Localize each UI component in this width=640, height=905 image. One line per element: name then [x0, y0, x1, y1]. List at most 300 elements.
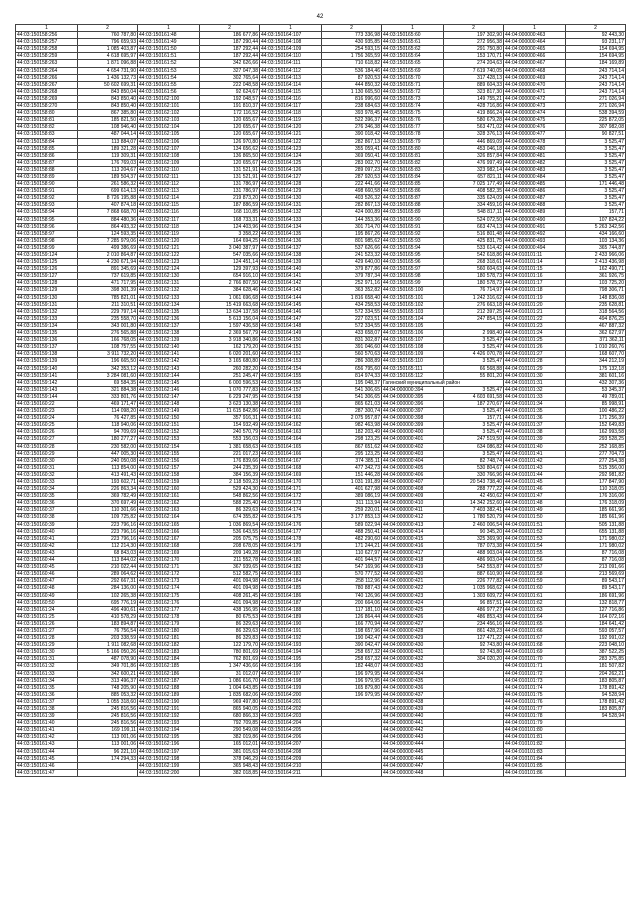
cadastral-value-cell: 165 012,01	[200, 741, 260, 748]
cadastral-value-cell: 384 156,39	[200, 471, 260, 478]
cadastral-number-cell: 44:03:150162:172	[138, 571, 200, 578]
cadastral-number-cell: 44:03:150158:99	[16, 244, 78, 251]
table-row	[16, 564, 626, 571]
cadastral-value-cell: 110 318,05	[566, 486, 626, 493]
cadastral-number-cell: 44:03:150164:131	[260, 202, 322, 209]
cadastral-value-cell: 286 308,89	[322, 358, 382, 365]
cadastral-number-cell: 44:04:000000:485	[504, 181, 566, 188]
cadastral-value-cell: 134 656,62	[200, 145, 260, 152]
cadastral-value-cell: 118 940,06	[78, 422, 138, 429]
cadastral-number-cell: 44:04:000000:419	[382, 564, 444, 571]
cadastral-number-cell: 44:04:000000:400	[382, 429, 444, 436]
cadastral-number-cell: 44:03:150161:47	[16, 769, 78, 776]
cadastral-value-cell: 357 916,31	[200, 415, 260, 422]
cadastral-value-cell: 213 091,66	[566, 564, 626, 571]
cadastral-value-cell	[444, 691, 504, 698]
cadastral-number-cell: 44:04:000000:477	[504, 131, 566, 138]
cadastral-number-cell: 44:03:150161:33	[16, 670, 78, 677]
cadastral-number-cell: 44:03:150165:85	[382, 181, 444, 188]
cadastral-number-cell: 44:03:150165:91	[382, 223, 444, 230]
cadastral-value-cell	[444, 755, 504, 762]
cadastral-number-cell: 44:04:000000:443	[382, 734, 444, 741]
cadastral-value-cell: 3 284 081,60	[78, 372, 138, 379]
cadastral-number-cell: 44:04:000000:399	[382, 422, 444, 429]
table-row	[16, 330, 626, 337]
cadastral-value-cell: 131 521,91	[200, 173, 260, 180]
cadastral-value-cell: 3 525,47	[566, 173, 626, 180]
cadastral-value-cell: 327 047,38	[200, 67, 260, 74]
cadastral-number-cell: 44:03:150164:206	[260, 734, 322, 741]
cadastral-number-cell: 44:04:010101:65	[504, 620, 566, 627]
cadastral-number-cell: 44:03:150158:256	[16, 32, 78, 39]
cadastral-value-cell: 2 118 509,23	[200, 479, 260, 486]
cadastral-number-cell: 44:03:150162:195	[138, 734, 200, 741]
cadastral-value-cell: 3 911 732,20	[78, 351, 138, 358]
table-row	[16, 202, 626, 209]
cadastral-number-cell: 44:03:150161:44	[16, 748, 78, 755]
cadastral-value-cell: 120 655,67	[200, 124, 260, 131]
cadastral-value-cell: 344 212,19	[566, 358, 626, 365]
cadastral-value-cell: 166 768,05	[78, 337, 138, 344]
cadastral-number-cell: 44:03:150162:121	[138, 244, 200, 251]
cadastral-number-cell: 44:03:150164:112	[260, 67, 322, 74]
cadastral-value-cell: 127 716,86	[566, 606, 626, 613]
cadastral-number-cell: 44:03:150164:179	[260, 542, 322, 549]
cadastral-value-cell: 499 386,69	[78, 244, 138, 251]
cadastral-number-cell: 44:04:010101:72	[504, 670, 566, 677]
cadastral-number-cell: 44:03:150161:51	[138, 53, 200, 60]
cadastral-number-cell: 44:03:150161:55	[138, 81, 200, 88]
cadastral-number-cell: 44:03:150158:269	[16, 95, 78, 102]
cadastral-value-cell: 223 796,16	[78, 521, 138, 528]
cadastral-number-cell: 44:04:000000:467	[504, 60, 566, 67]
cadastral-number-cell: 44:03:150162:137	[138, 322, 200, 329]
cadastral-value-cell: 5 166 050,26	[78, 649, 138, 656]
cadastral-number-cell: 44:04:000000:403	[382, 450, 444, 457]
cadastral-value-cell: 467 887,32	[566, 322, 626, 329]
cadastral-value-cell: 171 256,39	[566, 415, 626, 422]
cadastral-value-cell: 3 525,47	[444, 344, 504, 351]
cadastral-value-cell: 3 040 387,97	[200, 244, 260, 251]
cadastral-number-cell: 44:03:150162:101	[138, 103, 200, 110]
cadastral-value-cell: 15 419 663,68	[200, 301, 260, 308]
cadastral-number-cell: 44:04:000000:474	[504, 110, 566, 117]
cadastral-value-cell: 430 935,85	[322, 39, 382, 46]
cadastral-number-cell: 44:04:000000:441	[382, 720, 444, 727]
table-row	[16, 557, 626, 564]
cadastral-number-cell: 44:03:150162:146	[138, 386, 200, 393]
cadastral-number-cell: 44:03:150164:177	[260, 528, 322, 535]
cadastral-number-cell: 44:04:010101:42	[504, 457, 566, 464]
cadastral-number-cell: 44:03:150164:202	[260, 706, 322, 713]
cadastral-number-cell: 44:04:000000:444	[382, 741, 444, 748]
cadastral-number-cell: 44:04:010101:59	[504, 578, 566, 585]
cadastral-value-cell: 80 675,53	[200, 613, 260, 620]
cadastral-number-cell: 44:03:150162:186	[138, 670, 200, 677]
cadastral-value-cell: 580 679,28	[444, 117, 504, 124]
cadastral-number-cell: 44:03:150164:170	[260, 479, 322, 486]
table-row	[16, 386, 626, 393]
cadastral-number-cell: 44:03:150161:25	[16, 613, 78, 620]
cadastral-number-cell: 44:03:150162:110	[138, 166, 200, 173]
cadastral-value-cell: 271 026,94	[566, 103, 626, 110]
cadastral-number-cell: 44:03:150164:205	[260, 727, 322, 734]
cadastral-number-cell: 44:03:150162:193	[138, 720, 200, 727]
cadastral-value-cell: 162 993,58	[566, 429, 626, 436]
cadastral-number-cell: 44:03:150164:160	[260, 408, 322, 415]
cadastral-number-cell: 44:03:150165:92	[382, 230, 444, 237]
cadastral-number-cell: 44:04:010101:84	[504, 755, 566, 762]
cadastral-value-cell	[322, 698, 382, 705]
cadastral-value-cell: 780 801,69	[200, 649, 260, 656]
cadastral-number-cell: 44:04:000000:448	[382, 769, 444, 776]
cadastral-number-cell: 44:03:150160:23	[16, 408, 78, 415]
cadastral-number-cell: 44:04:010101:80	[504, 727, 566, 734]
cadastral-number-cell: 44:03:150160:42	[16, 542, 78, 549]
cadastral-number-cell: 44:03:150162:160	[138, 486, 200, 493]
cadastral-value-cell: 553 156,03	[200, 436, 260, 443]
cadastral-value-cell: 3 525,47	[444, 408, 504, 415]
cadastral-number-cell: 44:03:150160:30	[16, 457, 78, 464]
cadastral-number-cell: 44:03:150164:136	[260, 237, 322, 244]
cadastral-value-cell: 154 694,95	[566, 53, 626, 60]
cadastral-number-cell: 44:04:010101:85	[504, 762, 566, 769]
cadastral-number-cell: 44:03:150160:22	[16, 400, 78, 407]
cadastral-number-cell: 44:03:150164:152	[260, 351, 322, 358]
cadastral-value-cell: 222 048,58	[200, 81, 260, 88]
cadastral-number-cell: 44:03:150162:114	[138, 195, 200, 202]
cadastral-value-cell: 798 306,71	[566, 287, 626, 294]
cadastral-value-cell: 446 869,09	[444, 138, 504, 145]
cadastral-value-cell: 198 657,96	[322, 627, 382, 634]
cadastral-number-cell: 44:03:150162:199	[138, 762, 200, 769]
cadastral-number-cell: 44:03:150164:116	[260, 95, 322, 102]
cadastral-number-cell: 44:04:010101:58	[504, 571, 566, 578]
table-row	[16, 88, 626, 95]
cadastral-value-cell: 235 558,70	[78, 315, 138, 322]
cadastral-number-cell: 44:03:150162:159	[138, 479, 200, 486]
cadastral-number-cell: 44:03:150164:158	[260, 393, 322, 400]
cadastral-value-cell	[444, 684, 504, 691]
table-row	[16, 635, 626, 642]
cadastral-value-cell: 487 078,90	[78, 656, 138, 663]
cadastral-number-cell: 44:04:000000:409	[382, 493, 444, 500]
table-row	[16, 53, 626, 60]
cadastral-value-cell: 122 179,70	[200, 642, 260, 649]
cadastral-value-cell: 92 743,80	[444, 649, 504, 656]
cadastral-value-cell: 787 073,38	[444, 542, 504, 549]
cadastral-number-cell: 44:04:000000:424	[382, 599, 444, 606]
cadastral-number-cell: 44:03:150165:94	[382, 244, 444, 251]
cadastral-value-cell: 171 244,21	[322, 542, 382, 549]
cadastral-value-cell: 1 871 096,88	[78, 60, 138, 67]
cadastral-value-cell: 171 980,02	[566, 535, 626, 542]
cadastral-number-cell: 44:03:150164:181	[260, 557, 322, 564]
cadastral-value-cell: 425 831,75	[444, 237, 504, 244]
cadastral-value-cell: 570 777,52	[322, 571, 382, 578]
cadastral-number-cell: 44:04:010101:63	[504, 606, 566, 613]
cadastral-value-cell: 171 980,02	[566, 542, 626, 549]
cadastral-value-cell: 1 780 520,79	[444, 514, 504, 521]
table-row	[16, 280, 626, 287]
cadastral-number-cell: 44:03:150158:266	[16, 74, 78, 81]
header-cell: 2	[444, 25, 504, 32]
cadastral-value-cell: 152 649,83	[566, 422, 626, 429]
cadastral-value-cell: 663 474,13	[444, 223, 504, 230]
cadastral-number-cell: 44:03:150162:180	[138, 627, 200, 634]
cadastral-number-cell: 44:03:150165:83	[382, 166, 444, 173]
cadastral-value-cell: 193 602,71	[78, 479, 138, 486]
cadastral-number-cell: 44:04:010101:35	[504, 408, 566, 415]
cadastral-number-cell: 44:03:150159:134	[16, 322, 78, 329]
cadastral-number-cell: 44:04:010101:18	[504, 287, 566, 294]
cadastral-value-cell: 283 375,85	[566, 656, 626, 663]
cadastral-value-cell: 176 316,06	[566, 493, 626, 500]
cadastral-number-cell: 44:03:150165:86	[382, 188, 444, 195]
cadastral-number-cell: 44:04:000000:468	[504, 67, 566, 74]
cadastral-number-cell: 44:04:010101:71	[504, 663, 566, 670]
cadastral-number-cell: 44:03:150162:197	[138, 748, 200, 755]
cadastral-value-cell	[444, 748, 504, 755]
cadastral-value-cell: 328 376,13	[444, 131, 504, 138]
table-row	[16, 110, 626, 117]
cadastral-value-cell: 469 171,47	[78, 400, 138, 407]
cadastral-value-cell: 268 318,61	[444, 259, 504, 266]
cadastral-value-cell: 213 569,69	[566, 571, 626, 578]
cadastral-number-cell: 44:03:150164:182	[260, 564, 322, 571]
cadastral-number-cell: 44:04:010101:64	[504, 613, 566, 620]
cadastral-value-cell: 204 262,21	[566, 670, 626, 677]
cadastral-value-cell: 969 497,80	[200, 698, 260, 705]
cadastral-number-cell: 44:03:150164:142	[260, 280, 322, 287]
cadastral-value-cell: 162 179,20	[200, 344, 260, 351]
cadastral-number-cell: 44:03:150160:38	[16, 514, 78, 521]
cadastral-value-cell: 317 428,13	[444, 74, 504, 81]
cadastral-number-cell: 44:04:010101:31	[504, 379, 566, 386]
cadastral-value-cell: 120 655,67	[200, 159, 260, 166]
cadastral-value-cell: 187 886,59	[200, 202, 260, 209]
cadastral-number-cell: 44:03:150164:132	[260, 209, 322, 216]
cadastral-number-cell: 44:03:150164:186	[260, 592, 322, 599]
cadastral-number-cell: 44:03:150158:86	[16, 152, 78, 159]
cadastral-value-cell: 408 582,35	[444, 188, 504, 195]
cadastral-number-cell: 44:03:150164:183	[260, 571, 322, 578]
table-row	[16, 408, 626, 415]
cadastral-number-cell: 44:04:010101:14	[504, 259, 566, 266]
cadastral-value-cell: 438 156,95	[200, 606, 260, 613]
cadastral-number-cell: 44:04:010101:56	[504, 557, 566, 564]
cadastral-value-cell: 200 664,06	[322, 599, 382, 606]
table-row	[16, 585, 626, 592]
cadastral-value-cell: 277 704,73	[566, 450, 626, 457]
cadastral-value-cell: 419 866,24	[444, 110, 504, 117]
cadastral-number-cell: 44:03:150164:118	[260, 110, 322, 117]
cadastral-value-cell: 349 701,86	[78, 663, 138, 670]
cadastral-number-cell: 44:03:150164:111	[260, 60, 322, 67]
cadastral-number-cell: 44:04:010101:47	[504, 493, 566, 500]
cadastral-number-cell: 44:03:150162:134	[138, 301, 200, 308]
table-body	[16, 32, 626, 777]
cadastral-number-cell: 44:03:150165:73	[382, 95, 444, 102]
table-row	[16, 152, 626, 159]
cadastral-value-cell: 548 862,56	[200, 493, 260, 500]
cadastral-number-cell: 44:04:000000:465	[504, 46, 566, 53]
cadastral-value-cell: 50 602 699,31	[78, 81, 138, 88]
cadastral-value-cell: 512 582,75	[200, 571, 260, 578]
cadastral-value-cell	[566, 769, 626, 776]
cadastral-value-cell: 244 235,39	[200, 464, 260, 471]
cadastral-number-cell: 44:04:010101:49	[504, 507, 566, 514]
table-row	[16, 443, 626, 450]
cadastral-number-cell: 44:03:150164:161	[260, 415, 322, 422]
cadastral-value-cell: 195 867,26	[322, 230, 382, 237]
cadastral-number-cell: 44:03:150162:155	[138, 450, 200, 457]
cadastral-value-cell: 276 346,38	[322, 124, 382, 131]
cadastral-number-cell: 44:03:150164:144	[260, 294, 322, 301]
table-row	[16, 46, 626, 53]
cadastral-number-cell: 44:04:000000:487	[504, 195, 566, 202]
cadastral-number-cell: 44:03:150161:24	[16, 606, 78, 613]
cadastral-value-cell: 1 597 436,58	[200, 322, 260, 329]
cadastral-value-cell: 295 123,25	[322, 450, 382, 457]
table-row	[16, 315, 626, 322]
cadastral-number-cell: 44:03:150164:203	[260, 713, 322, 720]
cadastral-value-cell: 144 353,36	[322, 216, 382, 223]
cadastral-number-cell: 44:03:150164:168	[260, 464, 322, 471]
cadastral-number-cell: 44:03:150162:106	[138, 138, 200, 145]
cadastral-value-cell: 113 884,07	[78, 138, 138, 145]
cadastral-number-cell: 44:03:150164:210	[260, 762, 322, 769]
cadastral-number-cell: 44:03:150164:162	[260, 422, 322, 429]
cadastral-number-cell: 44:04:000000:469	[504, 74, 566, 81]
cadastral-value-cell: 82 748,74	[444, 457, 504, 464]
cadastral-number-cell: 44:03:150164:187	[260, 599, 322, 606]
cadastral-number-cell: 44:04:010101:43	[504, 464, 566, 471]
cadastral-value-cell: 172 116,52	[200, 110, 260, 117]
cadastral-value-cell: 223 048,10	[566, 642, 626, 649]
cadastral-number-cell: 44:03:150165:65	[382, 60, 444, 67]
cadastral-value-cell: 254 593,15	[322, 46, 382, 53]
cadastral-value-cell: 196 979,95	[322, 677, 382, 684]
cadastral-number-cell: 44:03:150165:81	[382, 152, 444, 159]
table-row	[16, 734, 626, 741]
cadastral-value-cell: 7 403 382,41	[444, 507, 504, 514]
table-row	[16, 528, 626, 535]
cadastral-value-cell	[566, 720, 626, 727]
cadastral-value-cell: 226 863,34	[78, 486, 138, 493]
cadastral-value-cell: 429 640,00	[322, 259, 382, 266]
cadastral-value-cell: 165 879,80	[322, 684, 382, 691]
cadastral-number-cell: 44:03:150161:53	[138, 67, 200, 74]
cadastral-number-cell: 44:03:150165:102	[382, 301, 444, 308]
cadastral-number-cell: 44:04:010101:55	[504, 549, 566, 556]
cadastral-value-cell: 370 697,49	[78, 500, 138, 507]
cadastral-value-cell: 187 290,44	[200, 39, 260, 46]
table-row	[16, 755, 626, 762]
cadastral-number-cell: 44:04:010101:50	[504, 514, 566, 521]
header-cell: 1	[382, 25, 444, 32]
header-row	[16, 25, 626, 32]
cadastral-value-cell: 212 397,25	[444, 308, 504, 315]
cadastral-value-cell: 444 850,32	[322, 81, 382, 88]
table-row	[16, 358, 626, 365]
cadastral-number-cell: 44:03:150164:173	[260, 500, 322, 507]
cadastral-number-cell: 44:03:150161:36	[16, 691, 78, 698]
header-cell: 1	[138, 25, 200, 32]
cadastral-value-cell: 183 894,87	[78, 620, 138, 627]
cadastral-value-cell	[322, 762, 382, 769]
cadastral-number-cell: 44:03:150162:158	[138, 471, 200, 478]
cadastral-value-cell: 453 046,18	[444, 145, 504, 152]
cadastral-number-cell: 44:03:150161:48	[138, 32, 200, 39]
cadastral-number-cell: 44:04:010101:73	[504, 677, 566, 684]
table-row	[16, 713, 626, 720]
cadastral-number-cell: 44:03:150165:72	[382, 88, 444, 95]
header-cell: 1	[16, 25, 78, 32]
cadastral-value-cell: 7 285 979,06	[78, 237, 138, 244]
cadastral-value-cell: 2 075 957,87	[322, 415, 382, 422]
cadastral-value-cell: 94 528,94	[566, 713, 626, 720]
cadastral-number-cell: 44:03:150162:150	[138, 415, 200, 422]
cadastral-number-cell: 44:03:150162:198	[138, 755, 200, 762]
cadastral-value-cell	[566, 727, 626, 734]
cadastral-number-cell: 44:03:150164:135	[260, 230, 322, 237]
cadastral-value-cell: 334 459,16	[444, 202, 504, 209]
cadastral-number-cell: 44:04:000000:484	[504, 173, 566, 180]
cadastral-value-cell: 107 824,22	[566, 216, 626, 223]
cadastral-value-cell: 178 891,42	[566, 698, 626, 705]
cadastral-number-cell: 44:03:150164:174	[260, 507, 322, 514]
cadastral-value-cell: 240 050,08	[78, 457, 138, 464]
cadastral-number-cell: 44:03:150159:131	[16, 301, 78, 308]
cadastral-value-cell: 680 866,33	[200, 713, 260, 720]
cadastral-value-cell: 589 022,94	[322, 521, 382, 528]
cadastral-value-cell	[444, 727, 504, 734]
cadastral-value-cell: 355 059,41	[322, 145, 382, 152]
cadastral-number-cell: 44:03:150160:48	[16, 585, 78, 592]
cadastral-value-cell: 229 797,14	[78, 308, 138, 315]
cadastral-number-cell: 44:03:150164:208	[260, 748, 322, 755]
cadastral-number-cell: 44:04:010101:78	[504, 713, 566, 720]
cadastral-value-cell: 180 578,73	[444, 280, 504, 287]
cadastral-value-cell: 5 263 342,56	[566, 223, 626, 230]
cadastral-value-cell: 211 310,51	[78, 301, 138, 308]
cadastral-number-cell: 44:03:150160:27	[16, 436, 78, 443]
cadastral-value-cell: 6 020 201,60	[200, 351, 260, 358]
cadastral-value-cell: 369 050,41	[322, 152, 382, 159]
cadastral-number-cell: 44:03:150164:199	[260, 684, 322, 691]
cadastral-number-cell: 44:03:150164:175	[260, 514, 322, 521]
cadastral-number-cell: 44:03:150159:128	[16, 280, 78, 287]
cadastral-number-cell: 44:03:150159:127	[16, 273, 78, 280]
table-row	[16, 521, 626, 528]
cadastral-number-cell: 44:03:150162:141	[138, 351, 200, 358]
cadastral-number-cell: 44:03:150162:139	[138, 337, 200, 344]
cadastral-number-cell: 44:04:010101:41	[504, 450, 566, 457]
cadastral-number-cell: 44:03:150165:89	[382, 209, 444, 216]
cadastral-value-cell: 3 525,47	[566, 202, 626, 209]
table-row	[16, 344, 626, 351]
cadastral-value-cell: 342 353,12	[78, 365, 138, 372]
cadastral-number-cell: 44:03:150159:140	[16, 365, 78, 372]
cadastral-number-cell: 44:04:000000:421	[382, 578, 444, 585]
cadastral-value-cell: 4 618 695,97	[78, 53, 138, 60]
cadastral-number-cell: 44:04:000000:436	[382, 684, 444, 691]
cadastral-value-cell: 1 911 082,68	[78, 642, 138, 649]
cadastral-number-cell: 44:03:150165:100	[382, 287, 444, 294]
cadastral-value-cell: 1 835 682,06	[200, 691, 260, 698]
cadastral-value-cell	[566, 755, 626, 762]
